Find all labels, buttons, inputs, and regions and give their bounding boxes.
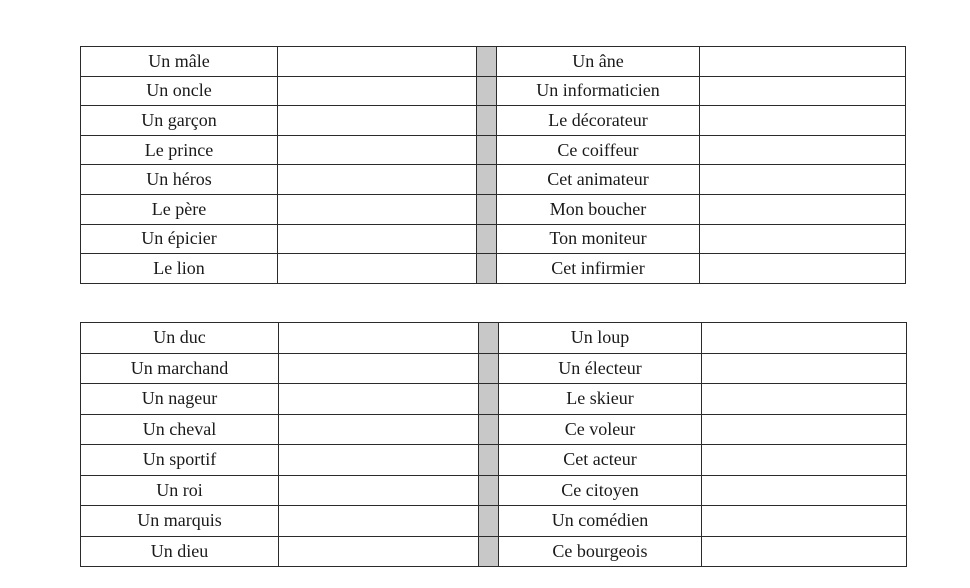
word-right: Ce citoyen: [499, 475, 702, 506]
word-right: Le skieur: [499, 384, 702, 415]
word-right: Un loup: [499, 323, 702, 354]
word-left: Un duc: [81, 323, 279, 354]
word-table-1: [80, 46, 906, 284]
table-row: [81, 353, 907, 384]
word-right: Ton moniteur: [497, 224, 700, 254]
word-left: Un nageur: [81, 384, 279, 415]
word-left: Un marquis: [81, 506, 279, 537]
separator-cell: [477, 135, 497, 165]
separator-cell: [477, 47, 497, 77]
answer-cell-left[interactable]: [278, 76, 477, 106]
word-right: Mon boucher: [497, 194, 700, 224]
answer-cell-right[interactable]: [700, 76, 906, 106]
answer-cell-right[interactable]: [700, 254, 906, 284]
separator-cell: [479, 384, 499, 415]
answer-cell-right[interactable]: [702, 323, 907, 354]
separator-cell: [477, 254, 497, 284]
table-row: [81, 506, 907, 537]
answer-cell-left[interactable]: [279, 475, 479, 506]
separator-cell: [479, 506, 499, 537]
answer-cell-left[interactable]: [278, 165, 477, 195]
answer-cell-right[interactable]: [702, 353, 907, 384]
answer-cell-right[interactable]: [702, 445, 907, 476]
table-row: [81, 254, 906, 284]
word-left: Un cheval: [81, 414, 279, 445]
word-right: Cet animateur: [497, 165, 700, 195]
answer-cell-right[interactable]: [700, 135, 906, 165]
table-row: [81, 224, 906, 254]
word-right: Ce bourgeois: [499, 536, 702, 567]
word-left: Un héros: [81, 165, 278, 195]
word-table-2: [80, 322, 907, 567]
answer-cell-right[interactable]: [702, 536, 907, 567]
table-row: [81, 536, 907, 567]
answer-cell-left[interactable]: [279, 414, 479, 445]
separator-cell: [477, 106, 497, 136]
answer-cell-right[interactable]: [700, 165, 906, 195]
word-left: Le père: [81, 194, 278, 224]
answer-cell-left[interactable]: [278, 194, 477, 224]
word-left: Un roi: [81, 475, 279, 506]
answer-cell-right[interactable]: [702, 384, 907, 415]
answer-cell-left[interactable]: [279, 323, 479, 354]
word-table-1-body: [81, 47, 906, 284]
word-left: Un dieu: [81, 536, 279, 567]
answer-cell-right[interactable]: [700, 194, 906, 224]
answer-cell-right[interactable]: [702, 414, 907, 445]
separator-cell: [479, 323, 499, 354]
word-table-2-body: [81, 323, 907, 567]
table-row: [81, 47, 906, 77]
word-left: Un épicier: [81, 224, 278, 254]
answer-cell-left[interactable]: [278, 254, 477, 284]
word-left: Un garçon: [81, 106, 278, 136]
table-row: [81, 135, 906, 165]
separator-cell: [479, 445, 499, 476]
table-row: [81, 194, 906, 224]
word-left: Le lion: [81, 254, 278, 284]
word-right: Ce coiffeur: [497, 135, 700, 165]
table-row: [81, 475, 907, 506]
table-row: [81, 414, 907, 445]
answer-cell-left[interactable]: [279, 445, 479, 476]
separator-cell: [479, 475, 499, 506]
word-right: Un âne: [497, 47, 700, 77]
answer-cell-left[interactable]: [279, 384, 479, 415]
word-left: Le prince: [81, 135, 278, 165]
table-row: [81, 76, 906, 106]
word-left: Un oncle: [81, 76, 278, 106]
word-left: Un sportif: [81, 445, 279, 476]
word-left: Un marchand: [81, 353, 279, 384]
answer-cell-right[interactable]: [700, 224, 906, 254]
separator-cell: [477, 76, 497, 106]
answer-cell-right[interactable]: [702, 506, 907, 537]
word-right: Le décorateur: [497, 106, 700, 136]
separator-cell: [477, 194, 497, 224]
separator-cell: [477, 165, 497, 195]
answer-cell-right[interactable]: [702, 475, 907, 506]
table-row: [81, 384, 907, 415]
table-row: [81, 445, 907, 476]
separator-cell: [479, 536, 499, 567]
answer-cell-left[interactable]: [278, 224, 477, 254]
word-right: Cet infirmier: [497, 254, 700, 284]
word-right: Ce voleur: [499, 414, 702, 445]
table-row: [81, 165, 906, 195]
word-right: Un informaticien: [497, 76, 700, 106]
table-row: [81, 106, 906, 136]
answer-cell-right[interactable]: [700, 47, 906, 77]
separator-cell: [477, 224, 497, 254]
answer-cell-left[interactable]: [278, 135, 477, 165]
answer-cell-left[interactable]: [279, 536, 479, 567]
answer-cell-left[interactable]: [279, 506, 479, 537]
answer-cell-left[interactable]: [279, 353, 479, 384]
word-left: Un mâle: [81, 47, 278, 77]
answer-cell-left[interactable]: [278, 106, 477, 136]
answer-cell-right[interactable]: [700, 106, 906, 136]
separator-cell: [479, 353, 499, 384]
separator-cell: [479, 414, 499, 445]
word-right: Un électeur: [499, 353, 702, 384]
table-row: [81, 323, 907, 354]
answer-cell-left[interactable]: [278, 47, 477, 77]
word-right: Cet acteur: [499, 445, 702, 476]
word-right: Un comédien: [499, 506, 702, 537]
